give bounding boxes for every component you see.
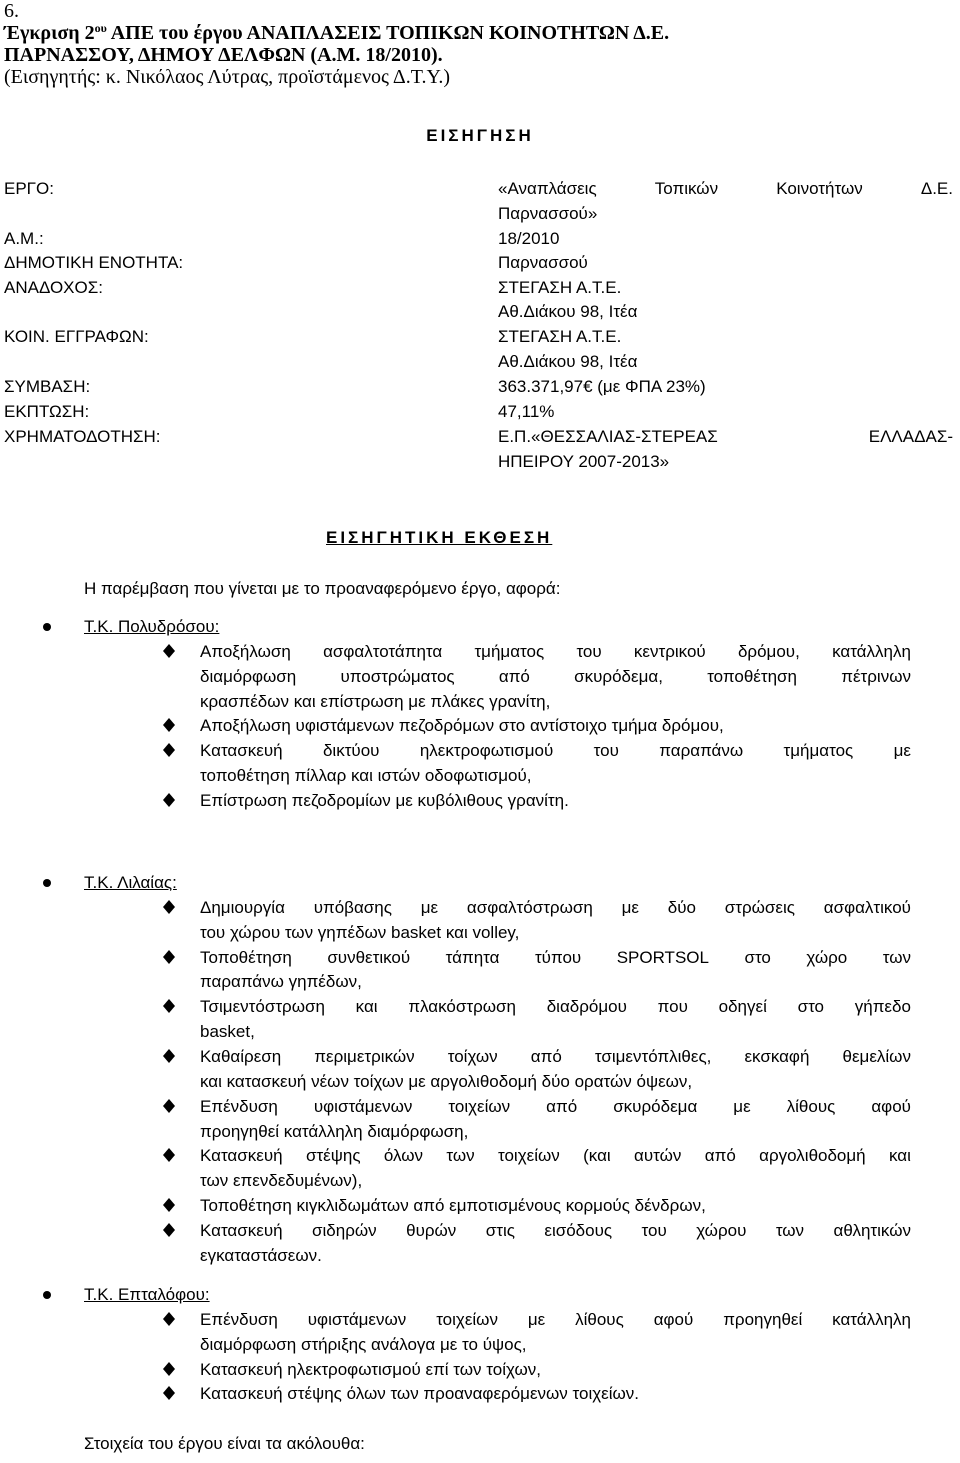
item-text-line: Κατασκευή στέψης όλων των τοιχείων (και αυτών από αργολιθοδομή και [200, 1146, 911, 1166]
diamond-bullet-icon [162, 1362, 176, 1376]
unit-label: ΔΗΜΟΤΙΚΗ ΕΝΟΤΗΤΑ: [4, 253, 184, 272]
item-text-line: Κατασκευή σιδηρών θυρών στις εισόδους του χώρου των αθλητικών [200, 1220, 911, 1240]
diamond-bullet-icon [162, 1312, 176, 1326]
diamond-bullet-icon [162, 793, 176, 807]
item-text-line: διαμόρφωση υποστρώματος από σκυρόδεμα, τοποθέτηση πέτρινων [200, 666, 911, 686]
funding-value-line2: ΗΠΕΙΡΟΥ 2007-2013» [498, 452, 670, 471]
footer-text: Στοιχεία του έργου είναι τα ακόλουθα: [84, 1434, 365, 1453]
item-text-line: Τσιμεντόστρωση και πλακόστρωση διαδρόμου που οδηγεί στο γήπεδο [200, 997, 911, 1017]
intro-text: Η παρέμβαση που γίνεται με το προαναφερόμενο έργο, αφορά: [84, 579, 561, 598]
item-text-line: Κατασκευή ηλεκτροφωτισμού επί των τοίχων, [200, 1359, 541, 1379]
diamond-bullet-icon [162, 644, 176, 658]
discount-label: ΕΚΠΤΩΣΗ: [4, 402, 90, 421]
item-text-line: διαμόρφωση στήριξης ανάλογα με το ύψος, [200, 1334, 527, 1354]
unit-value: Παρνασσού [498, 253, 588, 272]
item-number: 6. [4, 0, 19, 22]
community-name: Τ.Κ. Επταλόφου: [84, 1285, 210, 1304]
item-text-line: Επίστρωση πεζοδρομίων με κυβόλιθους γρανίτη. [200, 790, 569, 810]
item-text-line: του χώρου των γηπέδων basket και volley, [200, 922, 520, 942]
community-bullet [43, 879, 51, 887]
diamond-bullet-icon [162, 1198, 176, 1212]
funding-value-line1: Ε.Π.«ΘΕΣΣΑΛΙΑΣ-ΣΤΕΡΕΑΣ ΕΛΛΑΔΑΣ- [498, 427, 953, 446]
joint-value-line2: Αθ.Διάκου 98, Ιτέα [498, 352, 638, 371]
item-text-line: Αποξήλωση υφιστάμενων πεζοδρόμων στο αντίστοιχο τμήμα δρόμου, [200, 716, 724, 736]
item-text-line: κρασπέδων και επίστρωση με πλάκες γρανίτη, [200, 691, 551, 711]
diamond-bullet-icon [162, 1049, 176, 1063]
item-text-line: τοποθέτηση πίλλαρ και ιστών οδοφωτισμού, [200, 766, 532, 786]
contract-label: ΣΥΜΒΑΣΗ: [4, 377, 91, 396]
item-text-line: Δημιουργία υπόβασης με ασφαλτόστρωση με δύο στρώσεις ασφαλτικού [200, 897, 911, 917]
community-name: Τ.Κ. Λιλαίας: [84, 873, 177, 892]
item-text-line: basket, [200, 1022, 255, 1042]
approval-title-line1: Έγκριση $2^{o\upsilon}$ ΑΠΕ του έργου ΑΝΑΠΛΑΣΕΙΣ ΤΟΠΙΚΩΝ ΚΟΙΝΟΤΗΤΩΝ Δ.Ε. [4, 21, 670, 44]
community-name: Τ.Κ. Πολυδρόσου: [84, 617, 220, 636]
joint-label: ΚΟΙΝ. ΕΓΓΡΑΦΩΝ: [4, 327, 149, 346]
item-text-line: παραπάνω γηπέδων, [200, 972, 362, 992]
diamond-bullet-icon [162, 743, 176, 757]
item-text-line: και κατασκευή νέων τοίχων με αργολιθοδομή δύο ορατών όψεων, [200, 1071, 693, 1091]
item-text-line: Αποξήλωση ασφαλτοτάπητα τμήματος του κεντρικού δρόμου, κατάλληλη [200, 641, 911, 661]
joint-value-line1: ΣΤΕΓΑΣΗ Α.Τ.Ε. [498, 327, 622, 346]
project-value-line1: «Αναπλάσεις Τοπικών Κοινοτήτων Δ.Ε. [498, 179, 953, 198]
diamond-bullet-icon [162, 950, 176, 964]
contractor-label: ΑΝΑΔΟΧΟΣ: [4, 278, 103, 297]
section-title: ΕΙΣΗΓΗΣΗ [426, 126, 534, 145]
diamond-bullet-icon [162, 718, 176, 732]
diamond-bullet-icon [162, 1099, 176, 1113]
item-text-line: Καθαίρεση περιμετρικών τοίχων από τσιμεντόπλιθες, εκσκαφή θεμελίων [200, 1046, 911, 1066]
project-value-line2: Παρνασσού» [498, 204, 598, 223]
am-label: Α.Μ.: [4, 229, 44, 248]
approval-title-line2: ΠΑΡΝΑΣΣΟΥ, ΔΗΜΟΥ ΔΕΛΦΩΝ (Α.Μ. 18/2010). [4, 44, 443, 66]
community-bullet [43, 623, 51, 631]
item-text-line: προηγηθεί κατάλληλη διαμόρφωση, [200, 1121, 469, 1141]
item-text-line: εγκαταστάσεων. [200, 1245, 322, 1265]
item-text-line: Επένδυση υφιστάμενων τοιχείων με λίθους αφού προηγηθεί κατάλληλη [200, 1309, 911, 1329]
contractor-value-line2: Αθ.Διάκου 98, Ιτέα [498, 302, 638, 321]
diamond-bullet-icon [162, 999, 176, 1013]
am-value: 18/2010 [498, 229, 560, 248]
diamond-bullet-icon [162, 1148, 176, 1162]
item-text-line: των επενδεδυμένων), [200, 1171, 363, 1191]
project-label: ΕΡΓΟ: [4, 179, 54, 198]
rapporteur-line: (Εισηγητής: κ. Νικόλαος Λύτρας, προϊστάμενος Δ.Τ.Υ.) [4, 66, 451, 88]
diamond-bullet-icon [162, 1386, 176, 1400]
contract-value: 363.371,97€ (με ΦΠΑ 23%) [498, 377, 706, 396]
community-bullet [43, 1291, 51, 1299]
item-text-line: Τοποθέτηση συνθετικού τάπητα τύπου SPORTSOL στο χώρο των [200, 947, 911, 967]
diamond-bullet-icon [162, 1223, 176, 1237]
diamond-bullet-icon [162, 900, 176, 914]
item-text-line: Επένδυση υφιστάμενων τοιχείων από σκυρόδεμα με λίθους αφού [200, 1096, 911, 1116]
item-text-line: Κατασκευή δικτύου ηλεκτροφωτισμού του παραπάνω τμήματος με [200, 741, 911, 761]
funding-label: ΧΡΗΜΑΤΟΔΟΤΗΣΗ: [4, 427, 161, 446]
contractor-value-line1: ΣΤΕΓΑΣΗ Α.Τ.Ε. [498, 278, 622, 297]
item-text-line: Κατασκευή στέψης όλων των προαναφερόμενων τοιχείων. [200, 1384, 640, 1404]
item-text-line: Τοποθέτηση κιγκλιδωμάτων από εμποτισμένους κορμούς δένδρων, [200, 1196, 706, 1216]
report-title: ΕΙΣΗΓΗΤΙΚΗ ΕΚΘΕΣΗ [326, 528, 553, 547]
discount-value: 47,11% [498, 402, 555, 421]
